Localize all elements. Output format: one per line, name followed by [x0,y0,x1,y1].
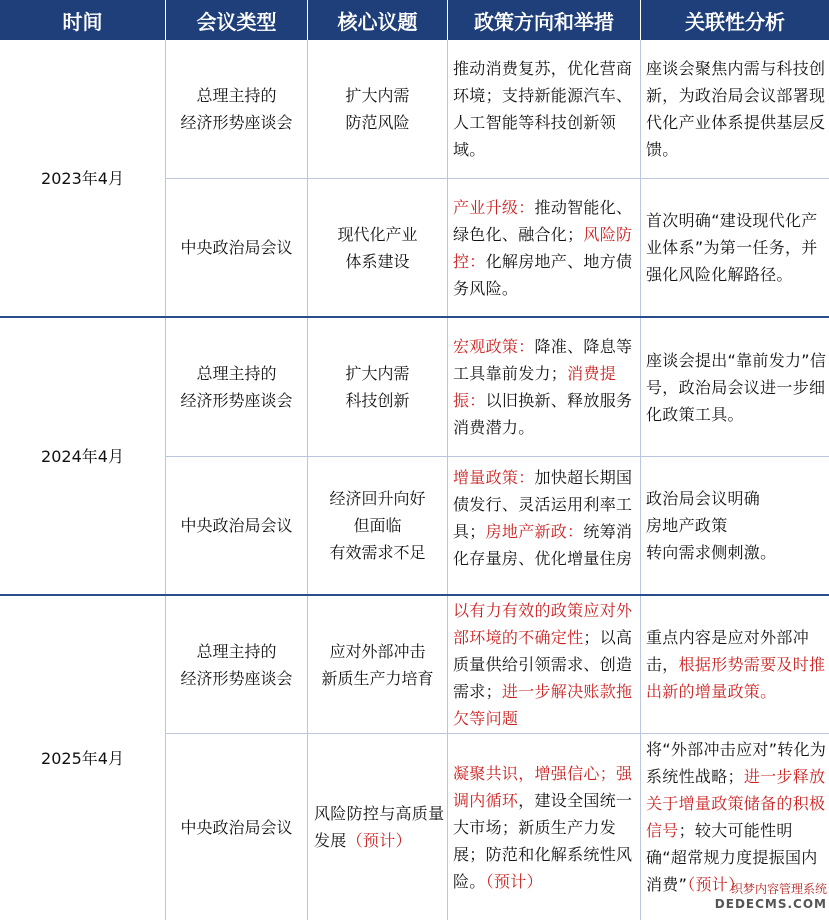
topic-cell [308,457,447,594]
policy-highlight: 房地产新政： [485,521,584,541]
policy-text: 降准、降息等工具靠前发力； [453,337,633,383]
watermark-line: 织梦内容管理系统 [730,882,827,896]
meeting-type-line: 经济形势座谈会 [180,668,293,688]
grid-line [640,40,641,920]
policy-cell [453,318,637,456]
policy-text: ；以高质量供给引领需求、创造需求； [453,628,633,701]
topic-line: 应对外部冲击 [329,641,426,661]
policy-text: 以旧换新、释放服务消费潜力。 [453,391,633,437]
policy-text: 统筹消化存量房、优化增量住房 [453,521,633,568]
grid-line [447,40,448,920]
analysis-cell [646,179,828,316]
policy-highlight: 宏观政策： [453,337,535,356]
header-policy: 政策方向和举措 [448,0,640,40]
meeting-type-cell [166,179,307,316]
topic-cell [314,734,446,920]
policy-text: 推动消费复苏，优化营商环境；支持新能源汽车、人工智能等科技创新领域。 [453,59,633,159]
policy-cell [453,457,637,594]
topic-line: 有效需求不足 [329,543,426,562]
estimate-tag: （预计） [687,875,745,894]
watermark-line: DEDECMS.COM [714,897,827,911]
topic-cell [308,179,447,316]
estimate-tag: （预计） [485,871,543,891]
meeting-type-line: 总理主持的 [196,641,277,661]
policy-text: ，建设全国统一大市场；新质生产力发展；防范和化解系统性风险。 [453,790,633,891]
meeting-type-line: 经济形势座谈会 [180,391,293,410]
analysis-text: 座谈会提出“靠前发力”信号，政治局会议进一步细化政策工具。 [646,350,827,424]
topic-cell [308,40,447,178]
policy-cell [453,179,637,316]
policy-text: 加快超长期国债发行、灵活运用利率工具； [453,467,633,541]
analysis-text: ；较大可能性明确“超常规力度提振国内消费” [646,821,818,894]
policy-cell [453,40,637,178]
year-cell: 2024年4月 [41,446,124,466]
policy-highlight: 增量政策： [453,467,535,487]
topic-line: 经济回升向好 [329,489,426,508]
meeting-type-cell [166,40,307,178]
meeting-type-cell [166,318,307,456]
policy-cell [453,596,637,733]
meeting-type-cell [166,734,307,920]
topic-line: 体系建设 [345,251,410,271]
topic-line: 扩大内需 [345,364,410,383]
policy-highlight: 以有力有效的政策应对外部环境的不确定性 [453,601,633,647]
meeting-type-line: 总理主持的 [196,86,277,105]
policy-text: 推动智能化、绿色化、融合化； [453,197,633,244]
meeting-type-line: 中央政治局会议 [180,238,293,257]
meeting-type-cell [166,596,307,733]
topic-line: 现代化产业 [337,224,418,244]
policy-cell [453,734,637,920]
policy-highlight: 风险防控： [453,224,633,271]
header-analysis: 关联性分析 [641,0,829,40]
analysis-text: 座谈会聚焦内需与科技创新，为政治局会议部署现代化产业体系提供基层反馈。 [646,59,826,159]
analysis-cell [646,596,828,733]
policy-highlight: 消费提振： [453,364,617,410]
analysis-text: 将“外部冲击应对”转化为系统性战略； [646,740,827,786]
analysis-highlight: 进一步释放关于增量政策储备的积极信号 [646,767,826,840]
topic-text: 风险防控与高质量发展 [314,804,445,850]
analysis-cell [646,40,828,178]
topic-line: 防范风险 [345,113,410,132]
header-type: 会议类型 [166,0,307,40]
policy-highlight: 进一步解决账款拖欠等问题 [453,682,633,728]
topic-line: 但面临 [353,516,402,535]
analysis-cell [646,318,828,456]
year-cell: 2025年4月 [41,748,124,768]
topic-line: 扩大内需 [345,86,410,105]
meeting-type-line: 中央政治局会议 [180,817,293,837]
policy-text: 化解房地产、地方债务风险。 [453,251,633,298]
policy-highlight: 产业升级： [453,197,535,217]
watermark [715,882,827,912]
analysis-text: 重点内容是应对外部冲击， [646,628,810,674]
analysis-line: 房地产政策 [646,516,728,535]
header-topic: 核心议题 [308,0,447,40]
analysis-line: 转向需求侧刺激。 [646,543,777,562]
topic-cell [308,318,447,456]
analysis-cell [646,457,828,594]
header-time: 时间 [0,0,165,40]
estimate-tag: （预计） [346,831,412,850]
meeting-type-line: 中央政治局会议 [180,516,293,535]
topic-line: 新质生产力培育 [321,668,434,688]
topic-line: 科技创新 [345,391,410,410]
policy-highlight: 凝聚共识，增强信心；强调内循环 [453,763,633,810]
analysis-text: 首次明确“建设现代化产业体系”为第一任务，并强化风险化解路径。 [646,211,818,284]
year-cell: 2023年4月 [41,168,124,188]
meeting-type-cell [166,457,307,594]
analysis-line: 政治局会议明确 [646,489,761,508]
meeting-type-line: 经济形势座谈会 [180,113,293,132]
meeting-type-line: 总理主持的 [196,364,277,383]
analysis-highlight: 根据形势需要及时推出新的增量政策。 [646,655,826,701]
topic-cell [308,596,447,733]
